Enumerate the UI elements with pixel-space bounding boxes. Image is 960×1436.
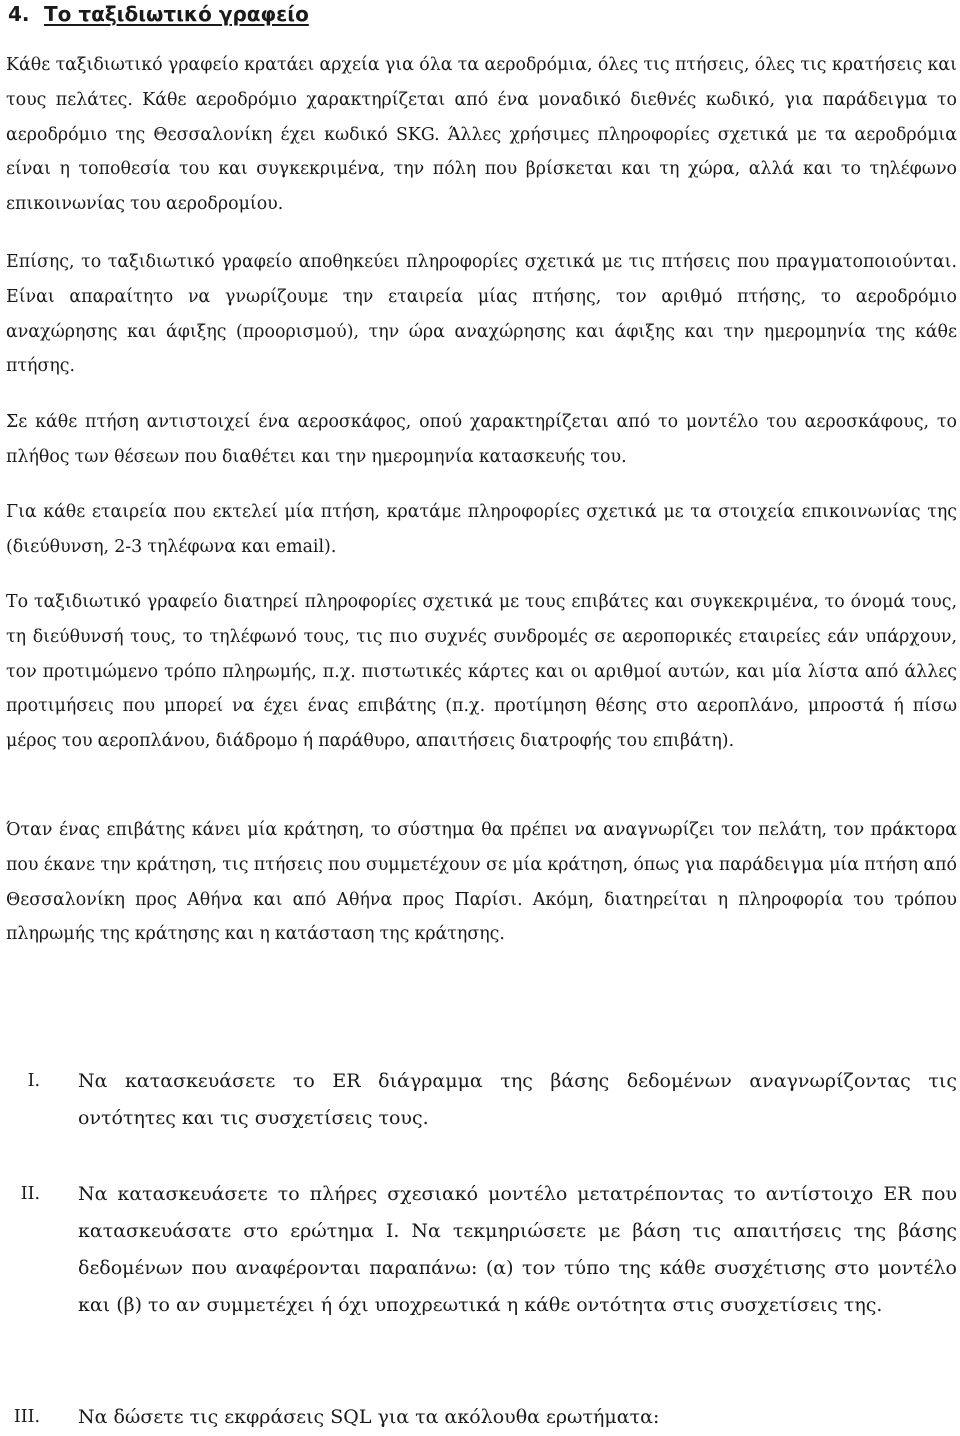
question-text: Να κατασκευάσετε το ER διάγραμμα της βάσης δεδομένων αναγνωρίζοντας τις οντότητες και τις συσχετίσεις τους. [78,1070,957,1129]
question-text: Να κατασκευάσετε το πλήρες σχεσιακό μοντέλο μετατρέποντας το αντίστοιχο ER που κατασκευάσατε στο ερώτημα Ι. Να τεκμηριώσετε με βάση τις απαιτήσεις της βάσης δεδομένων που αναφέρονται παραπάνω: (α) τον τύπο της κάθε συσχέτισης στο μοντέλο και (β) το αν συμμετέχει ή όχι υποχρεωτικά η κάθε οντότητα στις συσχετίσεις της. [78,1183,957,1316]
paragraph-airports: Κάθε ταξιδιωτικό γραφείο κρατάει αρχεία για όλα τα αεροδρόμια, όλες τις πτήσεις, όλες τις κρατήσεις και τους πελάτες. Κάθε αεροδρόμιο χαρακτηρίζεται από ένα μοναδικό διεθνές κωδικό, για παράδειγμα το αεροδρόμιο της Θεσσαλονίκη έχει κωδικό SKG. Άλλες χρήσιμες πληροφορίες σχετικά με τα αεροδρόμια είναι η τοποθεσία του και συγκεκριμένα, την πόλη που βρίσκεται και τη χώρα, αλλά και το τηλέφωνο επικοινωνίας του αεροδρομίου. [6,55,957,215]
paragraph-airlines: Για κάθε εταιρεία που εκτελεί μία πτήση, κρατάμε πληροφορίες σχετικά με τα στοιχεία επικοινωνίας της (διεύθυνση, 2-3 τηλέφωνα και email). [6,502,957,557]
question-number: II. [20,1184,40,1204]
section-title: Το ταξιδιωτικό γραφείο [44,2,309,26]
paragraph-passengers: Το ταξιδιωτικό γραφείο διατηρεί πληροφορίες σχετικά με τους επιβάτες και συγκεκριμένα, το όνομά τους, τη διεύθυνσή τους, το τηλέφωνό τους, τις πιο συχνές συνδρομές σε αεροπορικές εταιρείες εάν υπάρχουν, τον προτιμώμενο τρόπο πληρωμής, π.χ. πιστωτικές κάρτες και οι αριθμοί αυτών, και μία λίστα από άλλες προτιμήσεις που μπορεί να έχει ένας επιβάτης (π.χ. προτίμηση θέσης στο αεροπλάνο, μπροστά ή πίσω μέρος του αεροπλάνου, διάδρομο ή παράθυρο, απαιτήσεις διατροφής του επιβάτη). [6,592,957,752]
paragraph-aircraft: Σε κάθε πτήση αντιστοιχεί ένα αεροσκάφος, οπού χαρακτηρίζεται από το μοντέλο του αεροσκάφους, το πλήθος των θέσεων που διαθέτει και την ημερομηνία κατασκευής του. [6,412,957,467]
section-number: 4. [8,2,30,26]
question-text: Να δώσετε τις εκφράσεις SQL για τα ακόλουθα ερωτήματα: [78,1406,660,1428]
paragraph-bookings: Όταν ένας επιβάτης κάνει μία κράτηση, το σύστημα θα πρέπει να αναγνωρίζει τον πελάτη, τον πράκτορα που έκανε την κράτηση, τις πτήσεις που συμμετέχουν σε μία κράτηση, όπως για παράδειγμα μία πτήση από Θεσσαλονίκη προς Αθήνα και από Αθήνα προς Παρίσι. Ακόμη, διατηρείται η πληροφορία του τρόπου πληρωμής της κράτησης και η κατάσταση της κράτησης. [6,820,957,945]
question-number: III. [13,1407,40,1427]
paragraph-flights: Επίσης, το ταξιδιωτικό γραφείο αποθηκεύει πληροφορίες σχετικά με τις πτήσεις που πραγματοποιούνται. Είναι απαραίτητο να γνωρίζουμε την εταιρεία μίας πτήσης, τον αριθμό πτήσης, το αεροδρόμιο αναχώρησης και άφιξης (προορισμού), την ώρα αναχώρησης και άφιξης και την ημερομηνία της κάθε πτήσης. [6,252,957,377]
question-number: I. [27,1071,40,1091]
section-heading [8,0,309,28]
